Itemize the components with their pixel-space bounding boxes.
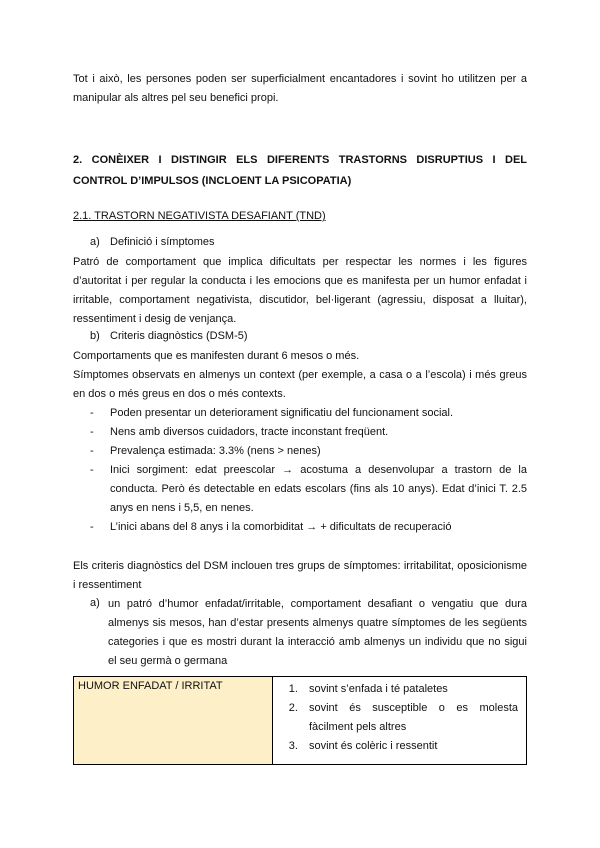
criteria-label: Criteris diagnòstics (DSM-5) xyxy=(110,330,248,342)
criteria-bullet-list xyxy=(90,404,527,537)
subsection-title: 2.1. TRASTORN NEGATIVISTA DESAFIANT (TND) xyxy=(73,210,326,222)
criteria-line-2a: Símptomes observats en almenys un context (per exemple, a casa o a l’escola) i més greus xyxy=(73,369,527,381)
bullet-text: Nens amb diversos cuidadors, tracte inconstant freqüent. xyxy=(110,426,389,438)
bullet-dash: - xyxy=(90,426,94,438)
definition-line-2: d’autoritat i per regular la conducta i les emocions que es manifesta per un humor enfadat i xyxy=(73,275,527,287)
bullet-dash: - xyxy=(90,445,94,457)
bullet-dash: - xyxy=(90,521,94,533)
definition-line-1: Patró de comportament que implica dificultats per respectar les normes i les figures xyxy=(73,256,527,268)
definition-line-4: ressentiment i desig de venjança. xyxy=(73,313,237,325)
criteria-table xyxy=(73,676,527,765)
symptom-list xyxy=(279,680,518,756)
criteria-paragraph xyxy=(73,347,527,404)
groups-paragraph xyxy=(73,557,527,595)
definition-marker: a) xyxy=(90,236,100,248)
groups-item-marker: a) xyxy=(90,597,100,609)
list-item xyxy=(90,404,527,423)
definition-paragraph xyxy=(73,253,527,329)
criteria-marker: b) xyxy=(90,330,100,342)
groups-line-2: i ressentiment xyxy=(73,579,142,591)
groups-item-text: un patró d’humor enfadat/irritable, comportament desafiant o vengatiu que dura almenys sis mesos, han d’estar presents almenys quatre símptomes de les següents categories i que es mostri durant la interacció amb almenys un individu que no sigui el seu germà o germana xyxy=(108,598,527,667)
intro-line-1: Tot i això, les persones poden ser superficialment encantadores i sovint ho utilitzen per a xyxy=(73,73,527,85)
section-heading xyxy=(73,150,527,192)
definition-line-3: irritable, comportament negativista, discutidor, bel·ligerant (agressiu, disposat a lluitar), xyxy=(73,294,527,306)
bullet-text: Prevalença estimada: 3.3% (nens > nenes) xyxy=(110,445,321,457)
intro-paragraph xyxy=(73,70,527,108)
bullet-text: Poden presentar un deteriorament significatiu del funcionament social. xyxy=(110,407,454,419)
bullet-text: L’inici abans del 8 anys i la comorbiditat → + dificultats de recuperació xyxy=(110,521,452,533)
bullet-dash: - xyxy=(90,407,94,419)
items-cell xyxy=(273,677,527,765)
bullet-dash: - xyxy=(90,464,94,476)
list-item xyxy=(90,518,527,537)
category-cell: HUMOR ENFADAT / IRRITAT xyxy=(74,677,273,765)
definition-label: Definició i símptomes xyxy=(110,236,215,248)
list-item xyxy=(90,442,527,461)
list-item: 3. sovint és colèric i ressentit xyxy=(301,737,518,756)
criteria-line-2b: en dos o més greus en dos o més contexts. xyxy=(73,388,286,400)
list-item xyxy=(90,423,527,442)
section-heading-line-1: 2. CONÈIXER I DISTINGIR ELS DIFERENTS TRASTORNS DISRUPTIUS I DEL xyxy=(73,154,527,166)
table-row xyxy=(74,677,527,765)
list-item: 1. sovint s’enfada i té pataletes xyxy=(301,680,518,699)
bullet-text: Inici sorgiment: edat preescolar → acostuma a desenvolupar a trastorn de la conducta. Però és detectable en edats escolars (fins als 10 anys). Edat d’inici T. 2.5 anys en nens i 5,5, en nenes. xyxy=(110,464,527,514)
intro-line-2: manipular als altres pel seu benefici propi. xyxy=(73,92,279,104)
groups-line-1: Els criteris diagnòstics del DSM inclouen tres grups de símptomes: irritabilitat, oposicionisme xyxy=(73,560,527,572)
section-heading-line-2: CONTROL D’IMPULSOS (INCLOENT LA PSICOPATIA) xyxy=(73,175,352,187)
list-item xyxy=(90,461,527,518)
list-item: 2. sovint és susceptible o es molesta fàcilment pels altres xyxy=(301,699,518,737)
criteria-line-1: Comportaments que es manifesten durant 6 mesos o més. xyxy=(73,350,360,362)
